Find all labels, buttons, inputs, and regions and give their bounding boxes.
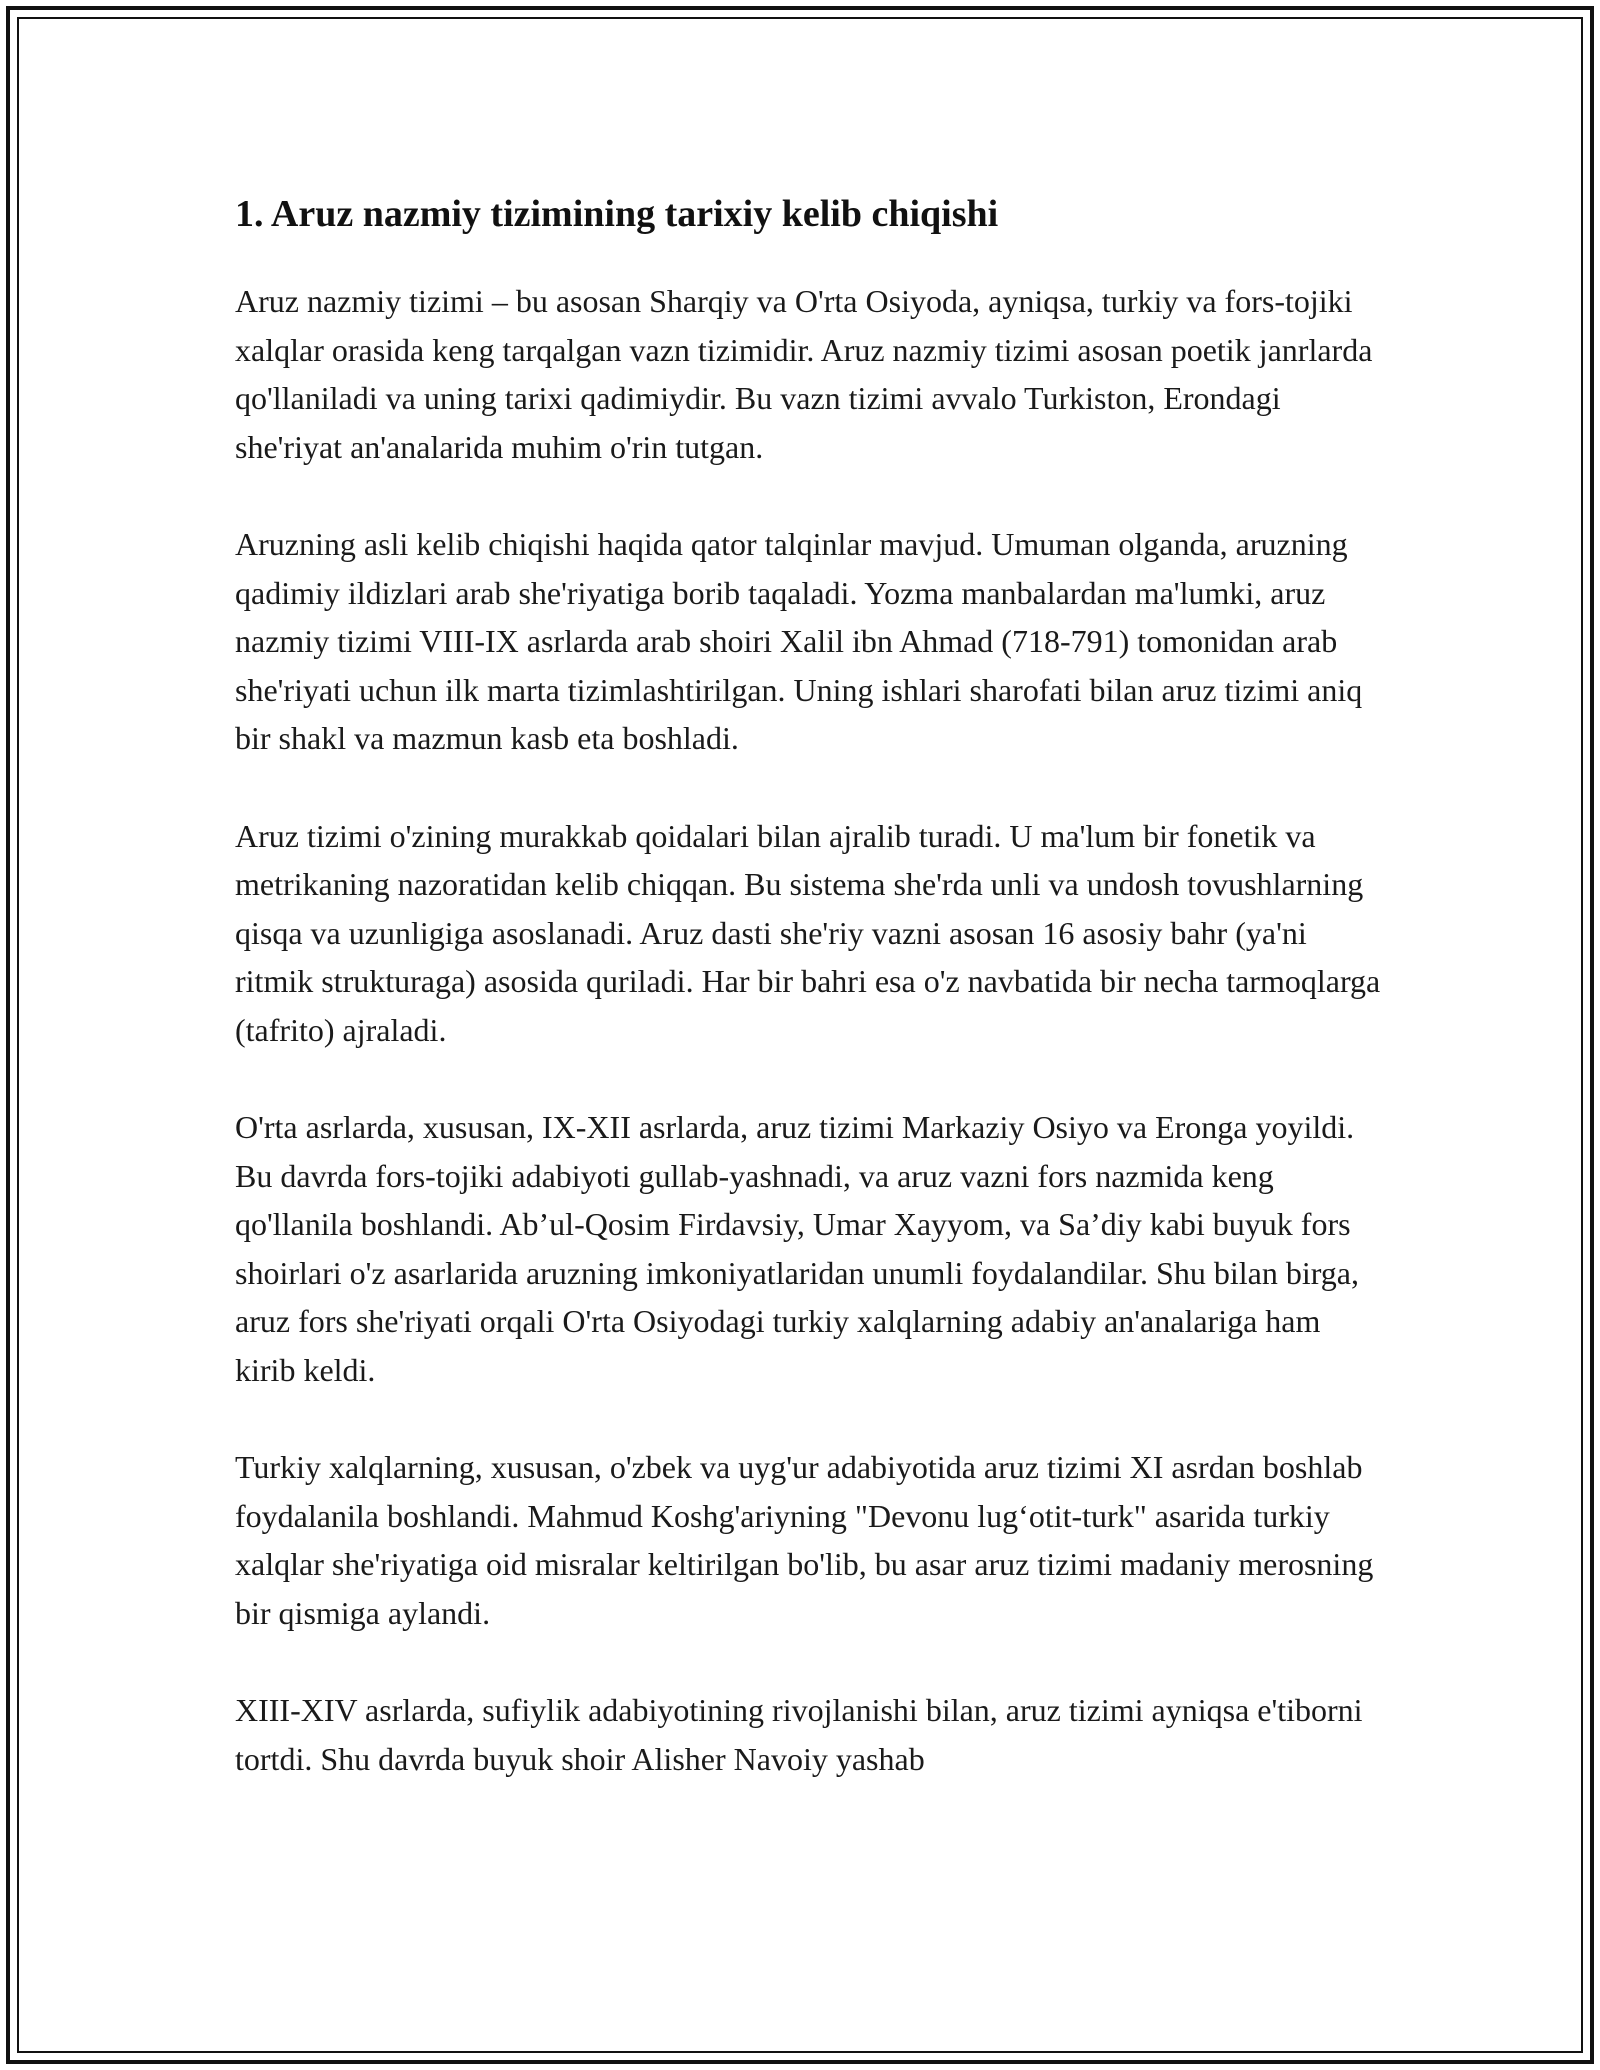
- section-heading: 1. Aruz nazmiy tizimining tarixiy kelib chiqishi: [235, 193, 999, 235]
- paragraph-3: Aruz tizimi o'zining murakkab qoidalari bilan ajralib turadi. U ma'lum bir fonetik va metrikaning nazoratidan kelib chiqqan. Bu sistema she'rda unli va undosh tovushlarning qisqa va uzunligiga asoslanadi. Aruz dasti she'riy vazni asosan 16 asosiy bahr (ya'ni ritmik strukturaga) asosida quriladi. Har bir bahri esa o'z navbatida bir necha tarmoqlarga (tafrito) ajraladi.: [235, 817, 1381, 1048]
- paragraph-6: XIII-XIV asrlarda, sufiylik adabiyotining rivojlanishi bilan, aruz tizimi ayniqsa e'tiborni tortdi. Shu davrda buyuk shoir Alisher Navoiy yashab: [235, 1692, 1363, 1777]
- paragraph-2: Aruzning asli kelib chiqishi haqida qator talqinlar mavjud. Umuman olganda, aruzning qadimiy ildizlari arab she'riyatiga borib taqaladi. Yozma manbalardan ma'lumki, aruz nazmiy tizimi VIII-IX asrlarda arab shoiri Xalil ibn Ahmad (718-791) tomonidan arab she'riyati uchun ilk marta tizimlashtirilgan. Uning ishlari sharofati bilan aruz tizimi aniq bir shakl va mazmun kasb eta boshladi.: [235, 526, 1363, 756]
- paragraph-1: Aruz nazmiy tizimi – bu asosan Sharqiy va O'rta Osiyoda, ayniqsa, turkiy va fors-tojiki xalqlar orasida keng tarqalgan vazn tizimidir. Aruz nazmiy tizimi asosan poetik janrlarda qo'llaniladi va uning tarixi qadimiydir. Bu vazn tizimi avvalo Turkiston, Erondagi she'riyat an'analarida muhim o'rin tutgan.: [235, 283, 1373, 465]
- document-body: [235, 185, 1385, 1832]
- paragraph-5: Turkiy xalqlarning, xususan, o'zbek va uyg'ur adabiyotida aruz tizimi XI asrdan boshlab foydalanila boshlandi. Mahmud Koshg'ariyning "Devonu lug‘otit-turk" asarida turkiy xalqlar she'riyatiga oid misralar keltirilgan bo'lib, bu asar aruz tizimi madaniy merosning bir qismiga aylandi.: [235, 1449, 1374, 1631]
- paragraph-4: O'rta asrlarda, xususan, IX-XII asrlarda, aruz tizimi Markaziy Osiyo va Eronga yoyildi. Bu davrda fors-tojiki adabiyoti gullab-yashnadi, va aruz vazni fors nazmida keng qo'llanila boshlandi. Ab’ul-Qosim Firdavsiy, Umar Xayyom, va Sa’diy kabi buyuk fors shoirlari o'z asarlarida aruzning imkoniyatlaridan unumli foydalandilar. Shu bilan birga, aruz fors she'riyati orqali O'rta Osiyodagi turkiy xalqlarning adabiy an'analariga ham kirib keldi.: [235, 1109, 1359, 1388]
